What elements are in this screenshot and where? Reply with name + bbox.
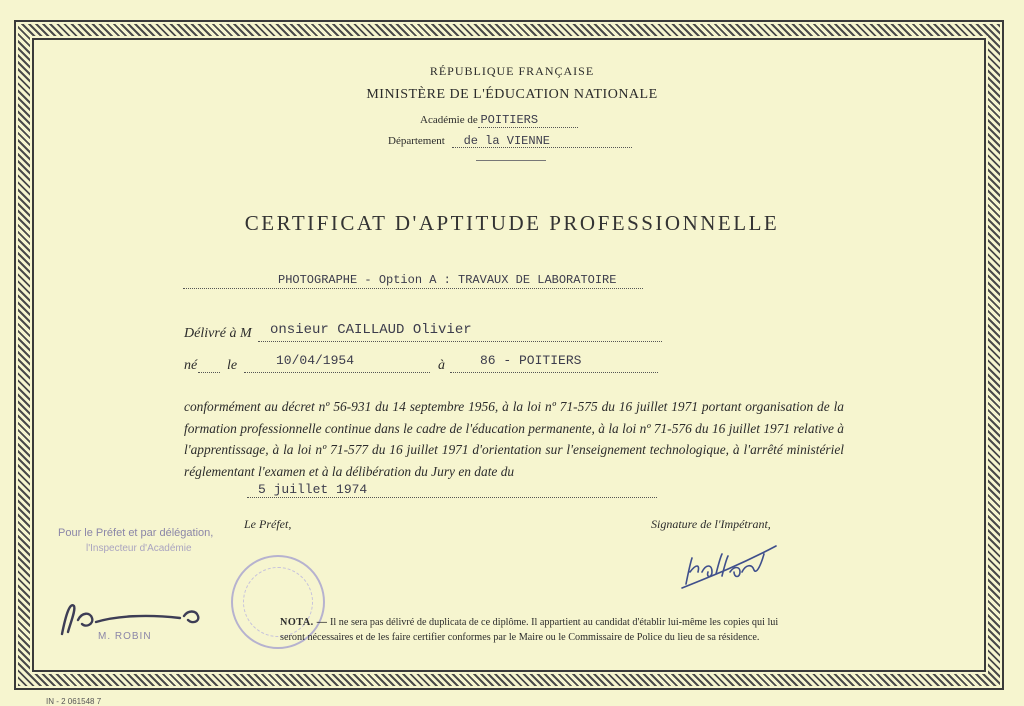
born-label: né (184, 358, 198, 373)
impetrant-label: Signature de l'Impétrant, (651, 517, 771, 531)
recipient-dotted-line (258, 341, 662, 342)
prefet-label: Le Préfet, (244, 517, 292, 531)
delivered-label: Délivré à M (184, 326, 252, 341)
ministry-heading: MINISTÈRE DE L'ÉDUCATION NATIONALE (366, 87, 658, 102)
republic-heading: RÉPUBLIQUE FRANÇAISE (429, 64, 595, 78)
departement-row (388, 134, 550, 148)
legal-body-text: conformément au décret nº 56-931 du 14 septembre 1956, à la loi nº 71-575 du 16 juillet 1971 portant organisation de la formation professionnelle continue dans le cadre de l'éducation permanente, à la loi nº 71-576 du 16 juillet 1971 relative à l'apprentissage, à la loi nº 71-577 du 16 juillet 1971 d'orientation sur l'enseignement technologique, à l'arrêté ministériel réglementant l'examen et à la délibération du Jury en date du (184, 399, 844, 479)
birth-date-dotted-line (244, 372, 430, 373)
official-name: M. ROBIN (98, 631, 152, 642)
born-dotted-line (198, 372, 220, 373)
academie-row (420, 113, 538, 127)
academie-value: POITIERS (480, 113, 539, 127)
date-label: le (227, 358, 238, 373)
departement-value: de la VIENNE (463, 134, 550, 148)
nota-text: Il ne sera pas délivré de duplicata de ce diplôme. Il appartient au candidat d'établir lui-même les copies qui lui seront nécessaires et de les faire certifier conformes par le Maire ou le Commissaire de Police du lieu de sa résidence. (280, 617, 779, 643)
nota-label: NOTA. — (280, 617, 328, 628)
academie-label: Académie de (420, 114, 478, 126)
recipient-name: onsieur CAILLAUD Olivier (270, 322, 472, 338)
exam-date: 5 juillet 1974 (258, 482, 368, 497)
delegation-stamp-line2: l'Inspecteur d'Académie (86, 543, 192, 554)
impetrant-signature (672, 528, 792, 598)
certificate-title: CERTIFICAT D'APTITUDE PROFESSIONNELLE (244, 211, 780, 235)
exam-date-dotted-line (247, 497, 657, 498)
birth-place-dotted-line (450, 372, 658, 373)
speciality: PHOTOGRAPHE - Option A : TRAVAUX DE LABORATOIRE (278, 273, 617, 287)
divider (476, 160, 546, 161)
speciality-dotted-line (183, 288, 643, 289)
academie-dotted-line (478, 127, 578, 128)
delegation-stamp-line1: Pour le Préfet et par délégation, (58, 527, 214, 539)
birth-place: 86 - POITIERS (480, 353, 582, 368)
place-label: à (438, 358, 445, 373)
departement-label: Département (388, 135, 445, 147)
birth-date: 10/04/1954 (276, 353, 355, 368)
footer-code: IN - 2 061548 7 (46, 697, 102, 706)
nota-paragraph (280, 615, 788, 645)
